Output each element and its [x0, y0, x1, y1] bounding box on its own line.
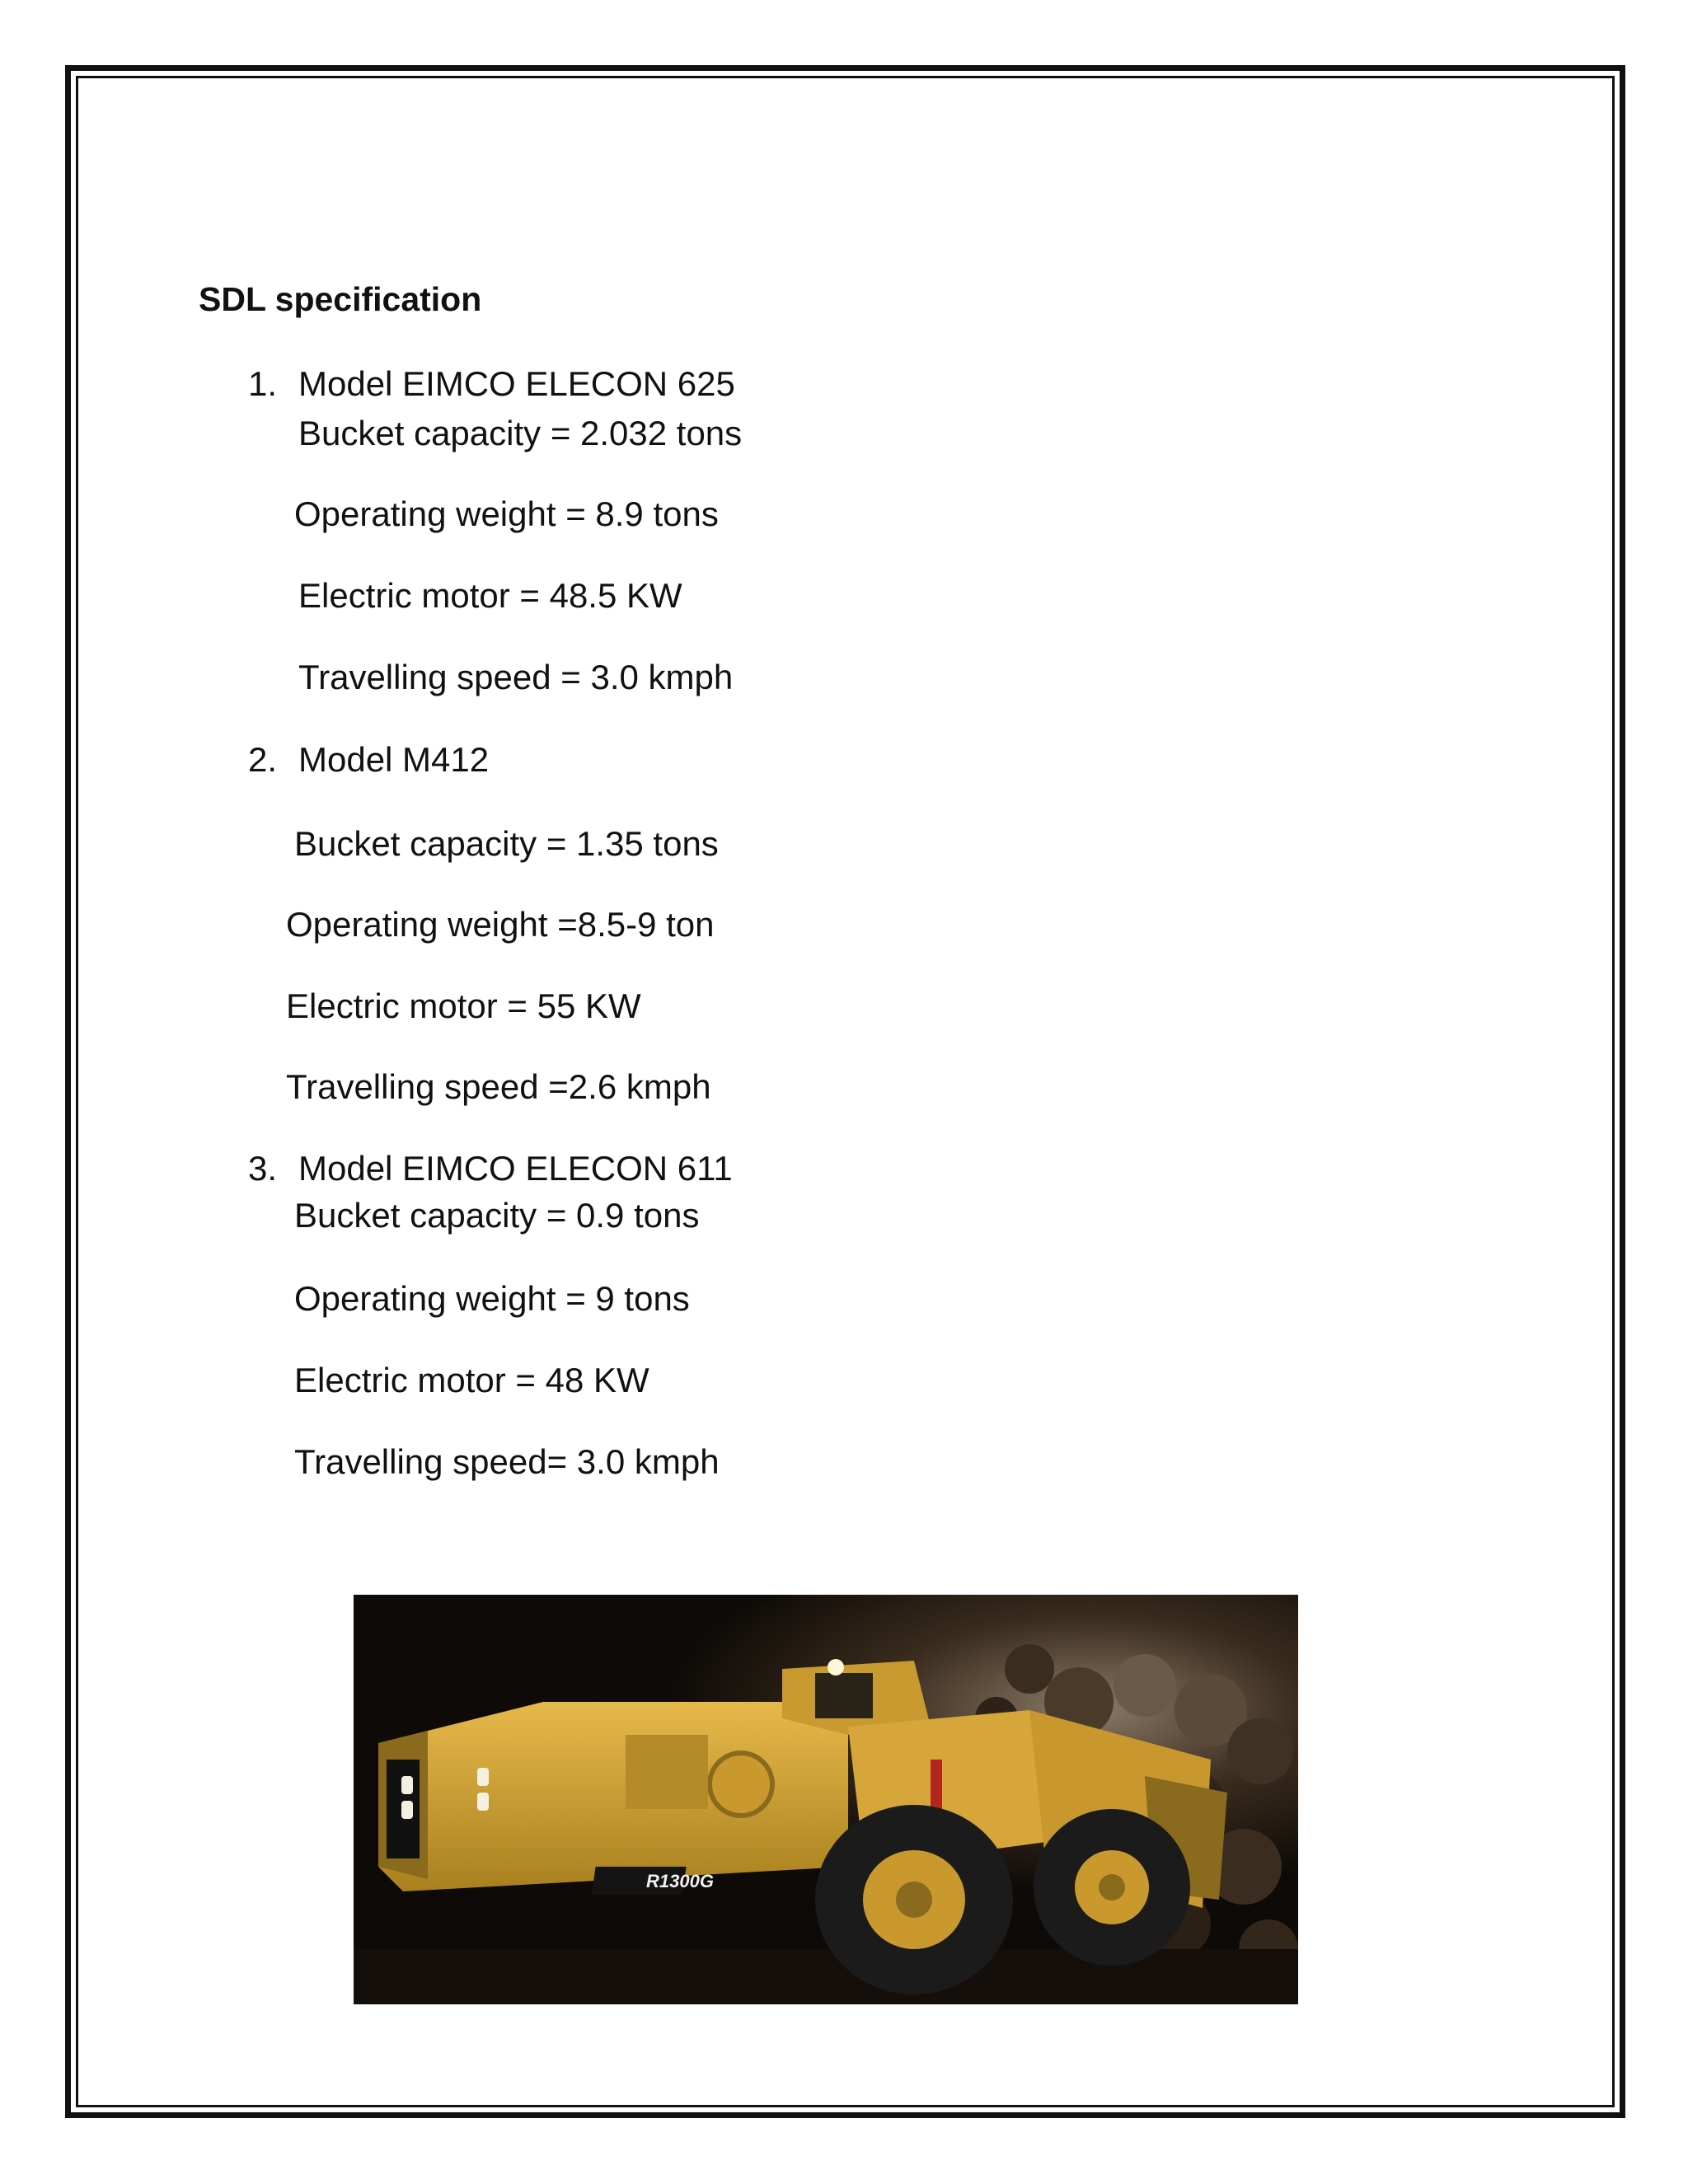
- model-3-electric-motor: Electric motor = 48 KW: [294, 1361, 649, 1399]
- model-1-name: Model EIMCO ELECON 625: [298, 364, 735, 403]
- model-1-electric-motor: Electric motor = 48.5 KW: [298, 576, 682, 615]
- model-1-operating-weight: Operating weight = 8.9 tons: [294, 494, 719, 533]
- list-number-2: 2.: [248, 740, 278, 779]
- model-3-name: Model EIMCO ELECON 611: [298, 1149, 733, 1188]
- model-3-bucket-capacity: Bucket capacity = 0.9 tons: [294, 1196, 700, 1235]
- model-3-travelling-speed: Travelling speed= 3.0 kmph: [294, 1442, 720, 1481]
- loader-photo: [354, 1595, 1298, 2004]
- model-2-operating-weight: Operating weight =8.5-9 ton: [286, 905, 715, 944]
- document-heading: SDL specification: [199, 280, 482, 318]
- loader-model-label: R1300G: [646, 1871, 714, 1891]
- model-1-bucket-capacity: Bucket capacity = 2.032 tons: [298, 414, 743, 452]
- model-2-travelling-speed: Travelling speed =2.6 kmph: [286, 1067, 711, 1106]
- model-2-electric-motor: Electric motor = 55 KW: [286, 987, 641, 1025]
- model-2-name: Model M412: [298, 740, 490, 779]
- model-3-operating-weight: Operating weight = 9 tons: [294, 1279, 690, 1318]
- list-number-3: 3.: [248, 1149, 278, 1188]
- list-number-1: 1.: [248, 364, 278, 403]
- model-1-travelling-speed: Travelling speed = 3.0 kmph: [298, 658, 734, 696]
- model-2-bucket-capacity: Bucket capacity = 1.35 tons: [294, 824, 719, 863]
- ground: [354, 1949, 1298, 2004]
- loader-illustration: [354, 1595, 1298, 2004]
